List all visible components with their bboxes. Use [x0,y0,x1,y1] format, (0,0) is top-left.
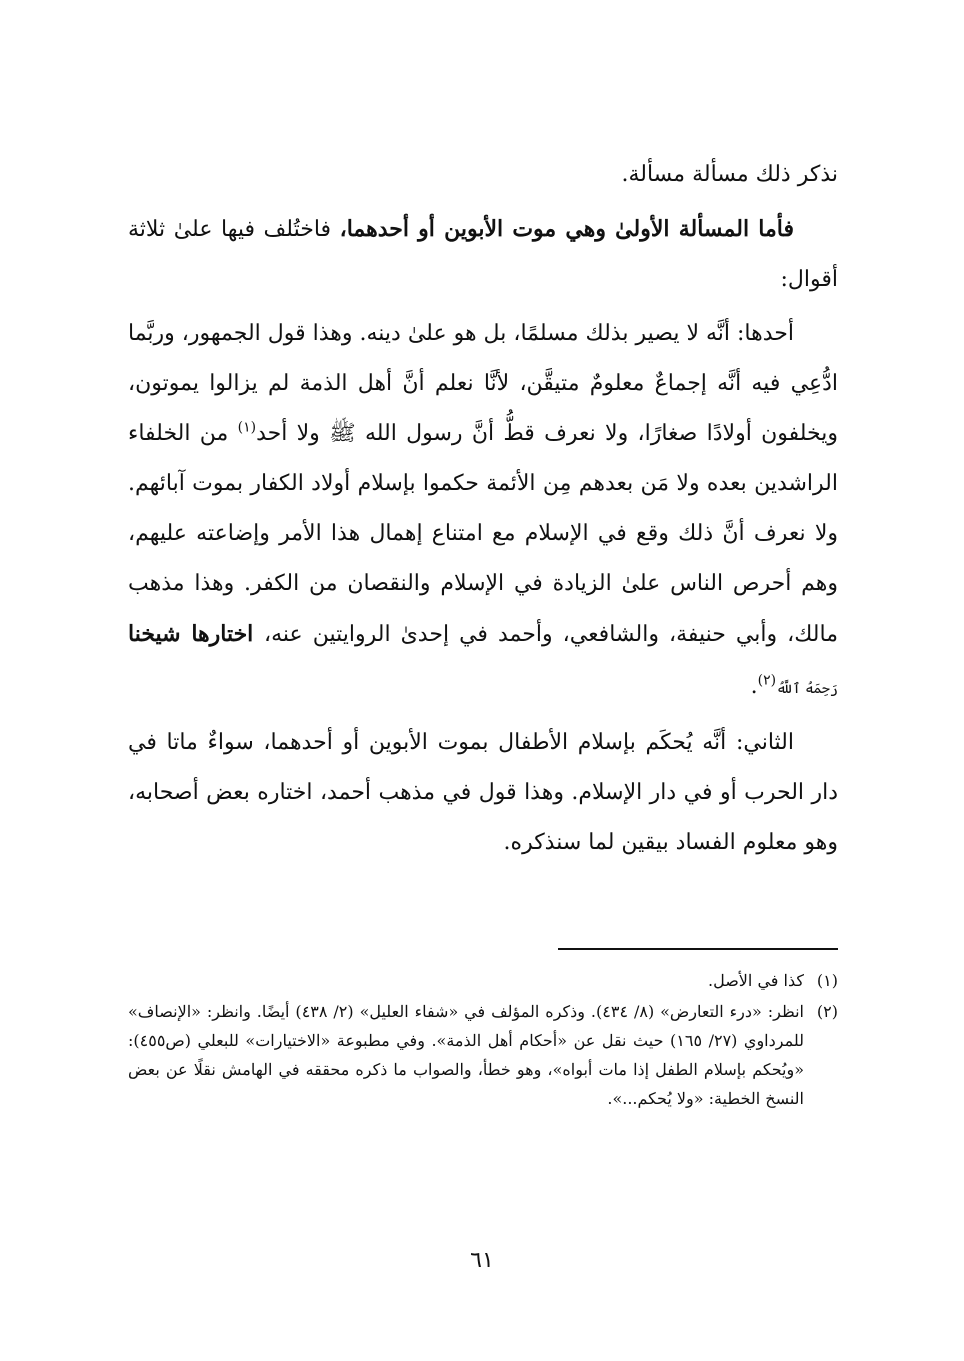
main-text [128,150,838,868]
first-opinion-text-c: من الخلفاء الراشدين بعده ولا مَن بعدهم مِن الأئمة حكموا بإسلام أولاد الكفار بموت آبائهم. ولا نعرف أنَّ ذلك وقع في الإسلام مع امتناع إهمال هذا الأمر وإضاعته عليهم، وهم أحرص الناس علىٰ الزيادة في الإسلام والنقصان من الكفر. وهذا مذهب مالك، وأبي حنيفة، والشافعي، وأحمد في إحدىٰ الروايتين عنه، [128,421,838,647]
footnote-number: (٢) [816,1002,838,1021]
footnote-separator [558,948,838,950]
second-opinion-paragraph: الثاني: أنَّه يُحكَم بإسلام الأطفال بموت الأبوين أو أحدهما، سواءٌ ماتا في دار الحرب أو في دار الإسلام. وهذا قول في مذهب أحمد، اختاره بعض أصحابه، وهو معلوم الفساد بيقين لما سنذكره. [128,730,838,855]
page-number: ٦١ [470,1248,494,1273]
first-opinion-bold-tail: اختارها شيخنا [128,621,265,647]
footnote-text: انظر: «درء التعارض» (٨/ ٤٣٤). وذكره المؤلف في «شفاء العليل» (٢/ ٤٣٨) أيضًا. وانظر: «الإنصاف» للمرداوي (٢٧/ ١٦٥) حيث نقل عن «أحكام أهل الذمة». وفي مطبوعة «الاختيارات» للبعلي (ص٤٥٥): «ويُحكم بإسلام الطفل إذا مات أبواه»، وهو خطأ، والصواب ما ذكره محققه في الهامش نقلًا عن بعض النسخ الخطية: «ولا يُحكم...». [128,1002,805,1108]
first-opinion-end: . [750,674,758,699]
page-body [128,150,838,1108]
footnote-1 [128,966,838,995]
first-opinion-text-b: ولا أحد [256,421,330,446]
footnote-ref-2[interactable]: (٢) [757,672,777,689]
question-heading: فأما المسألة الأولىٰ وهي موت الأبوين أو أحدهما، [339,216,794,242]
footnote-text: كذا في الأصل. [708,971,804,990]
footnote-number: (١) [816,971,838,990]
first-opinion-paragraph [128,309,838,714]
footnote-ref-1[interactable]: (١) [237,419,257,436]
footnote-2 [128,997,838,1113]
first-opinion-text-a: أحدها: أنَّه لا يصير بذلك مسلمًا، بل هو علىٰ دينه. وهذا قول الجمهور، وربَّما ادُّعِي فيه أنَّه إجماعٌ معلومٌ متيقَّن، لأنَّا نعلم أنَّ أهل الذمة لم يزالوا يموتون، ويخلفون أولادًا صغارًا، ولا نعرف قطُّ أنَّ رسول الله [128,321,838,446]
honorific-glyph: رَحِمَهُ ٱللَّهُ [776,681,838,697]
salutation-glyph: ﷺ [329,421,356,446]
intro-line: نذكر ذلك مسألة مسألة. [621,162,838,187]
footnotes [128,966,838,1115]
question-rest: فاختُلف فيها علىٰ ثلاثة أقوال: [128,217,838,292]
question-paragraph [128,204,838,305]
